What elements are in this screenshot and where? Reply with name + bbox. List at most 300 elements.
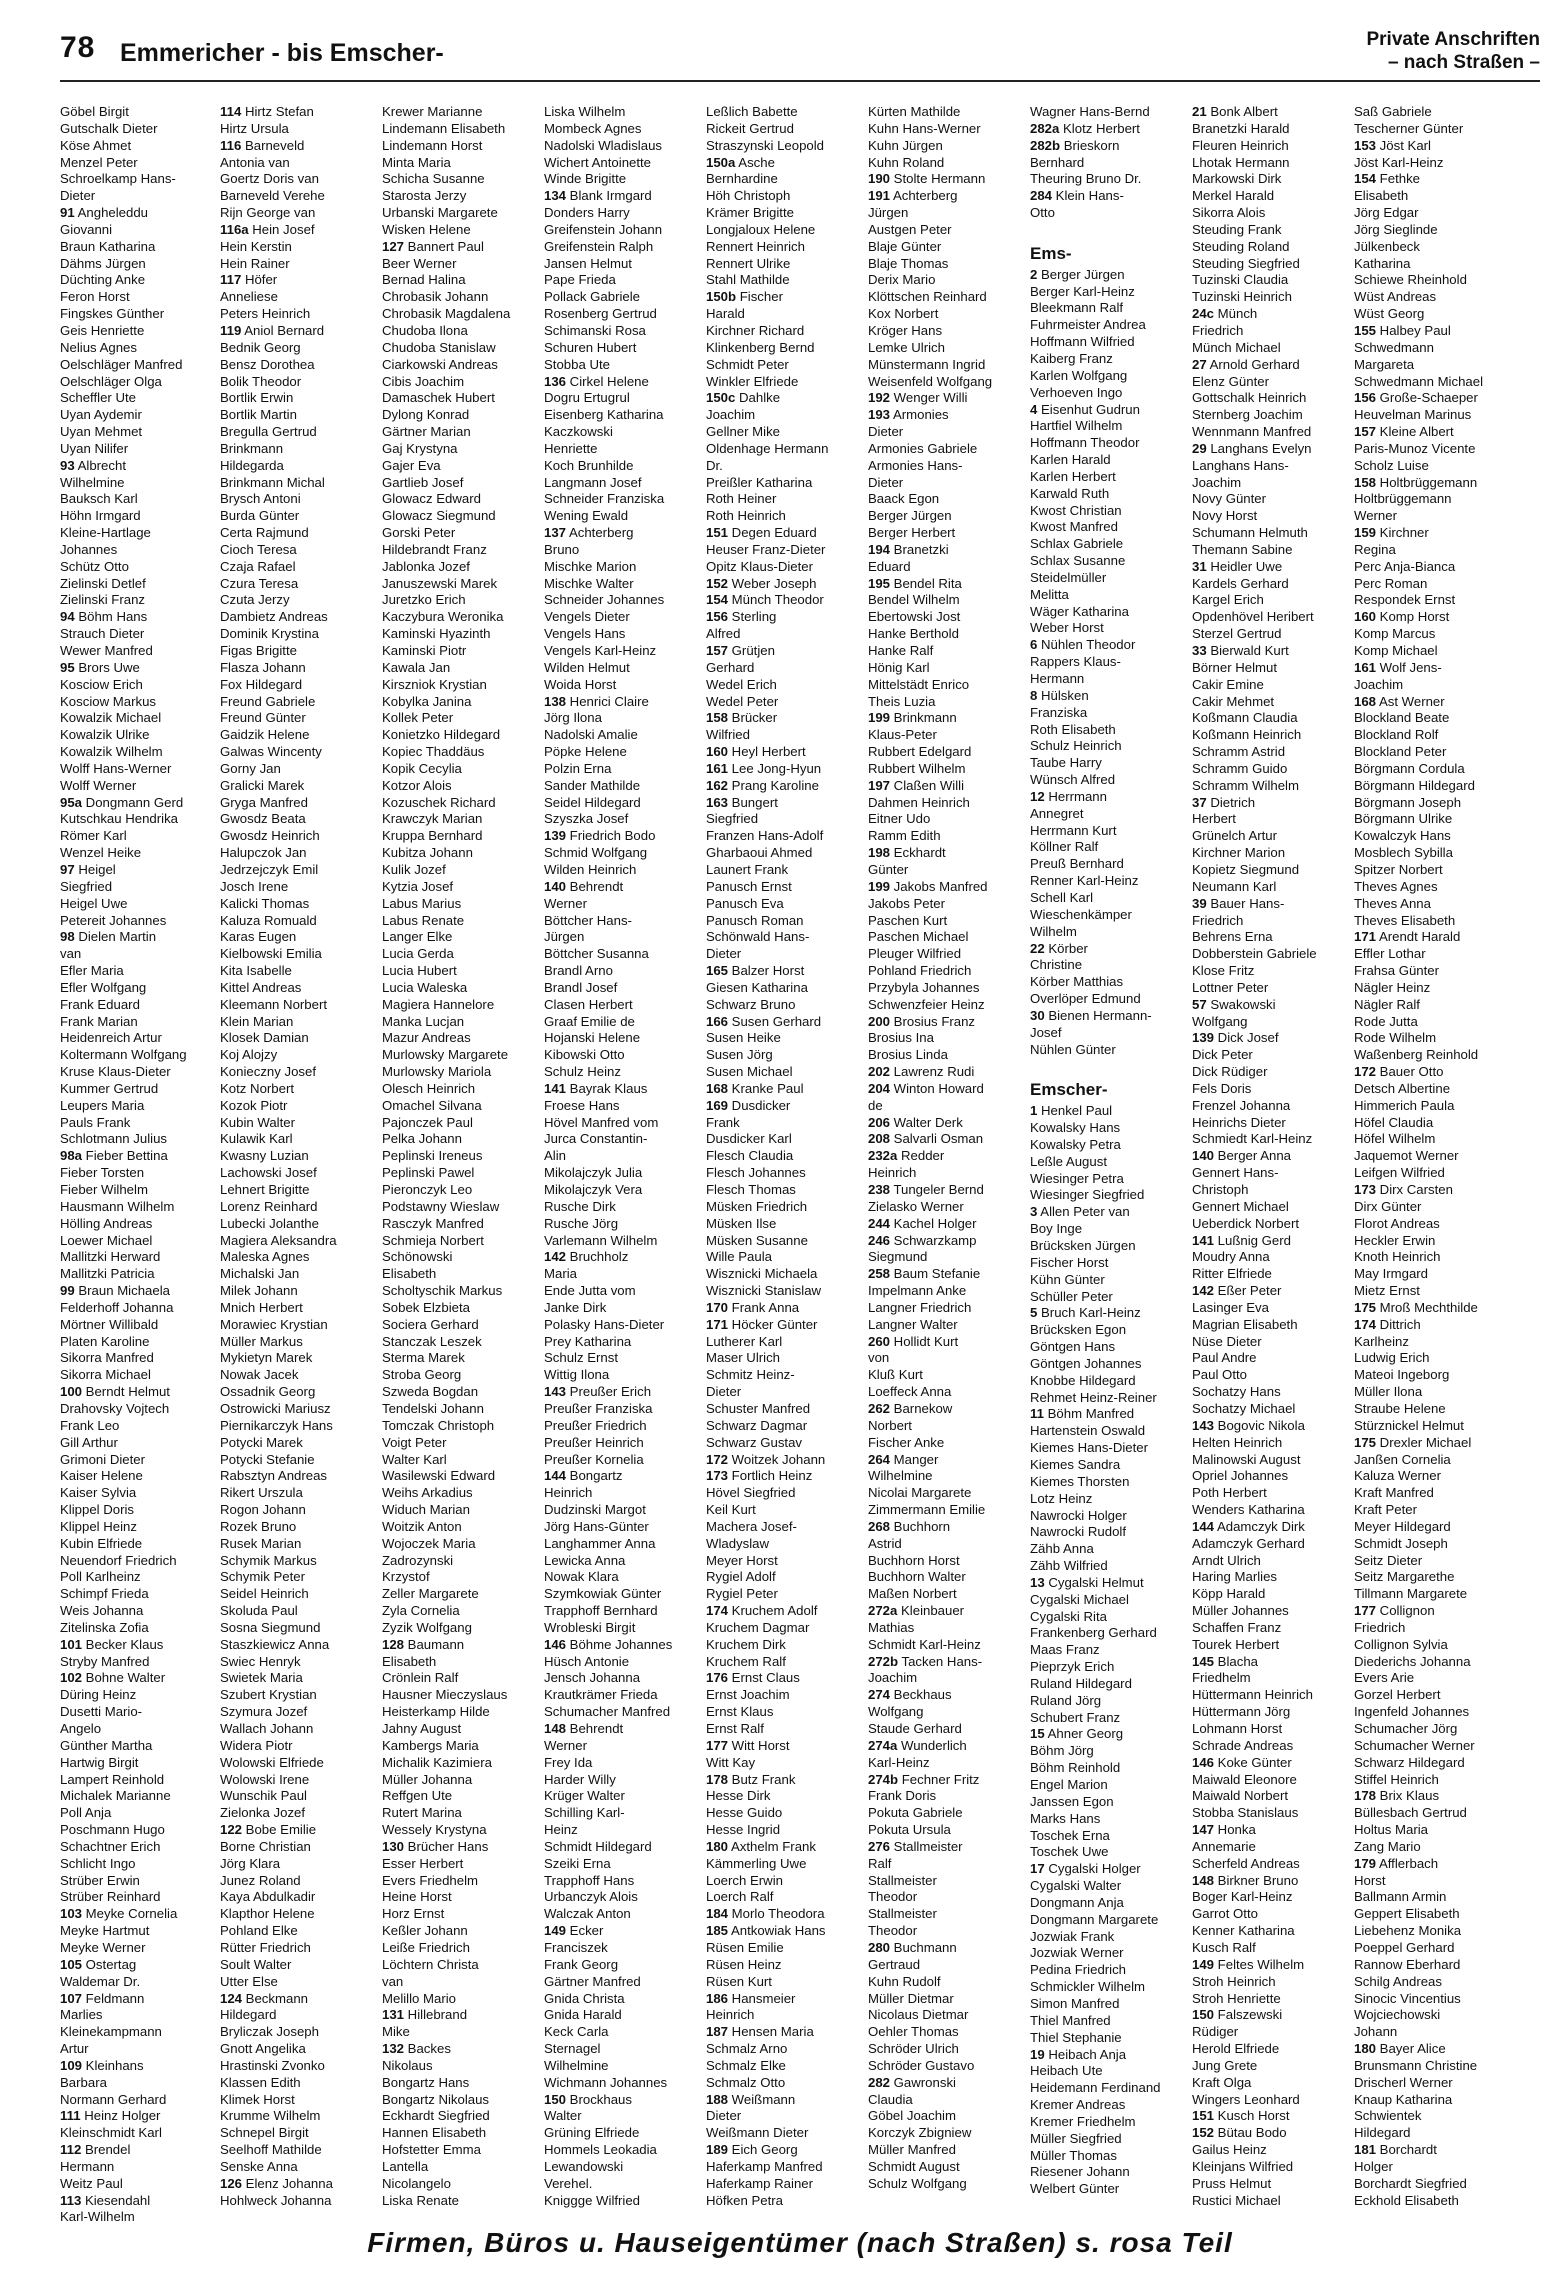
resident-entry: Liebehenz Monika (1354, 1923, 1462, 1939)
resident-entry: Rütter Friedrich (220, 1939, 311, 1955)
house-number: 150 (544, 2091, 567, 2107)
house-number: 195 (868, 575, 891, 591)
resident-entry: Kopik Cecylia (382, 760, 462, 776)
resident-entry: Kubin Walter (220, 1114, 296, 1130)
resident-entry: Johannes (60, 541, 118, 557)
resident-entry: 179 Afflerbach (1354, 1855, 1439, 1871)
house-number: 268 (868, 1518, 891, 1534)
resident-entry: 8 Hülsken (1030, 687, 1089, 703)
resident-entry: Dusdicker Karl (706, 1131, 792, 1147)
house-number: 274a (868, 1737, 898, 1753)
resident-entry: Austgen Peter (868, 221, 952, 237)
resident-entry: Junez Roland (220, 1872, 301, 1888)
resident-entry: Murlowsky Mariola (382, 1064, 492, 1080)
resident-entry: 13 Cygalski Helmut (1030, 1574, 1144, 1590)
resident-entry: Platen Karoline (60, 1333, 150, 1349)
resident-entry: Börner Helmut (1192, 659, 1278, 675)
house-number: 158 (1354, 474, 1377, 490)
resident-entry: Eisenberg Katharina (544, 407, 664, 423)
resident-entry: Hannen Elisabeth (382, 2125, 487, 2141)
resident-entry: Rabsztyn Andreas (220, 1468, 328, 1484)
resident-entry: Karas Eugen (220, 929, 297, 945)
resident-entry: Zimmermann Emilie (868, 1502, 986, 1518)
resident-entry: Oldenhage Hermann (706, 440, 829, 456)
resident-entry: Peplinski Ireneus (382, 1148, 483, 1164)
resident-entry: Brysch Antoni (220, 491, 301, 507)
house-number: 99 (60, 1283, 75, 1299)
resident-entry: von (868, 1350, 890, 1366)
resident-entry: Rehmet Heinz-Reiner (1030, 1389, 1157, 1405)
resident-entry: Werner (1354, 508, 1397, 524)
resident-entry: Sociera Gerhard (382, 1316, 479, 1332)
resident-entry: Walter Karl (382, 1451, 447, 1467)
resident-entry: Schröder Gustavo (868, 2057, 975, 2073)
resident-entry: Gralicki Marek (220, 777, 305, 793)
house-number: 161 (1354, 659, 1377, 675)
resident-entry: Kruppa Bernhard (382, 828, 483, 844)
resident-entry: Hüsch Antonie (544, 1653, 630, 1669)
resident-entry: Fuhrmeister Andrea (1030, 317, 1146, 333)
resident-entry: Kollek Peter (382, 710, 454, 726)
resident-entry: Zeller Margarete (382, 1586, 479, 1602)
house-number: 57 (1192, 996, 1207, 1012)
resident-entry: 187 Hensen Maria (706, 2024, 814, 2040)
resident-entry: Pieronczyk Leo (382, 1182, 473, 1197)
resident-entry: Mischke Marion (544, 558, 637, 574)
resident-entry: Gwosdz Beata (220, 811, 306, 827)
resident-entry: 139 Dick Josef (1192, 1030, 1279, 1046)
resident-entry: Piernikarczyk Hans (220, 1417, 333, 1433)
resident-entry: 177 Collignon (1354, 1603, 1435, 1619)
house-number: 98a (60, 1148, 83, 1164)
resident-entry: 195 Bendel Rita (868, 575, 962, 591)
resident-entry: Friedrich (1192, 912, 1244, 928)
resident-entry: Pokuta Ursula (868, 1822, 951, 1838)
house-number: 122 (220, 1822, 243, 1838)
resident-entry: Szubert Krystian (220, 1687, 317, 1703)
resident-entry: Langner Walter (868, 1316, 958, 1332)
address-columns (60, 104, 1540, 2225)
house-number: 131 (382, 2007, 405, 2023)
house-number: 199 (868, 878, 891, 894)
resident-entry: Krewer Marianne (382, 104, 483, 119)
resident-entry: Sterma Marek (382, 1350, 465, 1366)
house-number: 24c (1192, 306, 1215, 322)
resident-entry: Hoffmann Wilfried (1030, 334, 1135, 350)
resident-entry: Langhans Hans- (1192, 457, 1289, 473)
resident-entry: Kozok Piotr (220, 1097, 288, 1113)
resident-entry: Wiesinger Petra (1030, 1170, 1124, 1186)
resident-entry: Susen Heike (706, 1030, 781, 1046)
resident-entry: 157 Kleine Albert (1354, 424, 1454, 440)
house-number: 187 (706, 2024, 729, 2040)
resident-entry: Frankenberg Gerhard (1030, 1625, 1157, 1641)
resident-entry: Tillmann Margarete (1354, 1586, 1468, 1602)
resident-entry: Nägler Ralf (1354, 996, 1420, 1012)
resident-entry: 22 Körber (1030, 940, 1088, 956)
resident-entry: Schiewe Rheinhold (1354, 272, 1467, 288)
resident-entry: Ingenfeld Johannes (1354, 1704, 1470, 1720)
resident-entry: Dogru Ertugrul (544, 390, 630, 406)
resident-entry: Kremer Andreas (1030, 2097, 1126, 2113)
resident-entry: Kittel Andreas (220, 979, 302, 995)
resident-entry: Kleinjans Wilfried (1192, 2158, 1294, 2174)
resident-entry: Kaya Abdulkadir (220, 1889, 316, 1905)
resident-entry: Preuß Bernhard (1030, 856, 1124, 872)
resident-entry: Moudry Anna (1192, 1249, 1270, 1265)
resident-entry: Swiec Henryk (220, 1653, 301, 1669)
resident-entry: 272b Tacken Hans- (868, 1653, 983, 1669)
section-heading-line2: – nach Straßen – (1387, 52, 1540, 73)
resident-entry: Claudia (868, 2091, 913, 2107)
resident-entry: Göntgen Hans (1030, 1339, 1116, 1355)
resident-entry: Schröder Ulrich (868, 2041, 959, 2057)
resident-entry: Brandl Josef (544, 979, 618, 995)
resident-entry: Collignon Sylvia (1354, 1636, 1448, 1652)
resident-entry: Staszkiewicz Anna (220, 1636, 330, 1652)
resident-entry: Dieter (706, 2108, 742, 2124)
resident-entry: Thiel Stephanie (1030, 2029, 1122, 2045)
resident-entry: 148 Behrendt (544, 1721, 624, 1736)
resident-entry: 149 Feltes Wilhelm (1192, 1956, 1305, 1972)
resident-entry: Kruchem Dirk (706, 1636, 786, 1652)
resident-entry: Sinocic Vincentius (1354, 1990, 1461, 2006)
resident-entry: 160 Heyl Herbert (706, 744, 806, 760)
resident-entry: Senske Anna (220, 2158, 298, 2174)
resident-entry: Theves Elisabeth (1354, 912, 1456, 928)
resident-entry: Petereit Johannes (60, 912, 167, 928)
resident-entry: Magiera Hannelore (382, 996, 495, 1012)
resident-entry: Heine Horst (382, 1889, 452, 1905)
resident-entry: Haferkamp Rainer (706, 2175, 814, 2191)
house-number: 148 (1192, 1872, 1215, 1888)
resident-entry: Nawrocki Rudolf (1030, 1524, 1127, 1540)
resident-entry: Kwost Christian (1030, 502, 1122, 518)
resident-entry: Klöttschen Reinhard (868, 289, 987, 305)
resident-entry: 166 Susen Gerhard (706, 1013, 822, 1029)
house-number: 184 (706, 1906, 729, 1922)
resident-entry: 134 Blank Irmgard (544, 188, 652, 204)
resident-entry: Friedhelm (1192, 1670, 1251, 1686)
resident-entry: Kulawik Karl (220, 1131, 293, 1147)
resident-entry: Kozuschek Richard (382, 794, 496, 810)
page-number: 78 (60, 31, 96, 64)
resident-entry: Müsken Susanne (706, 1232, 808, 1248)
resident-entry: Dusetti Mario- (60, 1704, 143, 1720)
resident-entry: Preußer Kornelia (544, 1451, 644, 1467)
house-number: 154 (1354, 171, 1377, 187)
resident-entry: Dylong Konrad (382, 407, 470, 423)
resident-entry: Rusche Jörg (544, 1215, 619, 1231)
resident-entry: 130 Brücher Hans (382, 1838, 489, 1854)
resident-entry: Szeiki Erna (544, 1855, 611, 1871)
house-number: 181 (1354, 2142, 1377, 2158)
resident-entry: 169 Dusdicker (706, 1097, 791, 1113)
resident-entry: Longjaloux Helene (706, 221, 816, 237)
resident-entry: 114 Hirtz Stefan (220, 104, 314, 119)
resident-entry: Eitner Udo (868, 811, 931, 827)
resident-entry: Büllesbach Gertrud (1354, 1805, 1467, 1821)
house-number: 145 (1192, 1653, 1215, 1669)
resident-entry: Mombeck Agnes (544, 120, 642, 136)
house-number: 142 (1192, 1283, 1215, 1299)
resident-entry: Walczak Anton (544, 1906, 631, 1922)
resident-entry: 198 Eckhardt (868, 845, 946, 861)
resident-entry: Czuta Jerzy (220, 592, 290, 608)
resident-entry: Hüttermann Heinrich (1192, 1687, 1313, 1703)
resident-entry: Kleinekampmann (60, 2024, 162, 2040)
resident-entry: Schmitz Heinz- (706, 1367, 795, 1383)
house-number: 158 (706, 710, 729, 726)
resident-entry: 232a Redder (868, 1148, 945, 1164)
resident-entry: Michalek Marianne (60, 1788, 171, 1804)
resident-entry: 172 Woitzek Johann (706, 1451, 826, 1467)
resident-entry: Köllner Ralf (1030, 839, 1099, 855)
resident-entry: Sobek Elzbieta (382, 1299, 470, 1315)
resident-entry: Kraft Peter (1354, 1502, 1418, 1518)
resident-entry: Preußer Heinrich (544, 1434, 644, 1450)
resident-entry: Mittelstädt Enrico (868, 676, 970, 692)
resident-entry: 146 Koke Günter (1192, 1754, 1292, 1770)
resident-entry: Gryga Manfred (220, 794, 308, 810)
resident-entry: Wolff Werner (60, 777, 137, 793)
resident-entry: Chudoba Ilona (382, 322, 468, 338)
house-number: 134 (544, 188, 567, 204)
resident-entry: van (382, 1973, 404, 1989)
resident-entry: Hildebrandt Franz (382, 541, 487, 557)
resident-entry: Maiwald Norbert (1192, 1788, 1289, 1804)
resident-entry: Theuring Bruno Dr. (1030, 171, 1142, 187)
resident-entry: Lubecki Jolanthe (220, 1215, 319, 1231)
resident-entry: Jörg Ilona (544, 710, 602, 726)
resident-entry: Novy Horst (1192, 508, 1258, 524)
resident-entry: Weihs Arkadius (382, 1485, 473, 1501)
house-number: 160 (706, 744, 729, 760)
resident-entry: Eckhold Elisabeth (1354, 2192, 1459, 2208)
resident-entry: 173 Fortlich Heinz (706, 1468, 813, 1484)
resident-entry: Overlöper Edmund (1030, 991, 1141, 1007)
resident-entry: 136 Cirkel Helene (544, 373, 649, 389)
resident-entry: Czaja Rafael (220, 558, 296, 574)
resident-entry: Machera Josef- (706, 1518, 797, 1534)
resident-entry: Christine (1030, 957, 1083, 973)
resident-entry: Gottschalk Heinrich (1192, 390, 1307, 406)
house-number: 114 (220, 104, 242, 119)
resident-entry: Leupers Maria (60, 1097, 145, 1113)
house-number: 11 (1030, 1406, 1044, 1422)
house-number: 276 (868, 1838, 891, 1854)
resident-entry: Karwald Ruth (1030, 485, 1110, 501)
resident-entry: Nadolski Amalie (544, 727, 638, 743)
resident-entry: Kaczybura Weronika (382, 609, 504, 625)
resident-entry: Woitzik Anton (382, 1518, 462, 1534)
resident-entry: Stroh Heinrich (1192, 1973, 1276, 1989)
resident-entry: Sosna Siegmund (220, 1619, 321, 1635)
resident-entry: Frank (706, 1114, 740, 1130)
resident-entry: Börgmann Joseph (1354, 794, 1462, 810)
resident-entry: Hesse Dirk (706, 1788, 771, 1804)
resident-entry: Hermann (1030, 671, 1085, 686)
resident-entry: Gnida Harald (544, 2007, 622, 2023)
resident-entry: Hohlweck Johanna (220, 2192, 332, 2208)
resident-entry: 144 Adamczyk Dirk (1192, 1518, 1305, 1534)
resident-entry: Stahl Mathilde (706, 272, 790, 288)
resident-entry: 128 Baumann (382, 1636, 465, 1652)
resident-entry: Stiffel Heinrich (1354, 1771, 1439, 1787)
resident-entry: Holtus Maria (1354, 1822, 1429, 1838)
house-number: 157 (1354, 424, 1377, 440)
resident-entry: Wünsch Alfred (1030, 772, 1116, 788)
resident-entry: 274 Beckhaus (868, 1687, 952, 1703)
resident-entry: Panusch Roman (706, 912, 804, 928)
resident-entry: 151 Degen Eduard (706, 525, 817, 541)
resident-entry: Jensch Johanna (544, 1670, 641, 1686)
resident-entry: Murlowsky Margarete (382, 1047, 509, 1063)
house-number: 30 (1030, 1007, 1045, 1023)
resident-entry: Kowalczyk Hans (1354, 828, 1451, 844)
resident-entry: Müller Dietmar (868, 1990, 954, 2006)
house-number: 151 (706, 525, 729, 541)
resident-entry: 264 Manger (868, 1451, 939, 1467)
resident-entry: Höhn Irmgard (60, 508, 141, 524)
resident-entry: Ludwig Erich (1354, 1350, 1430, 1366)
house-number: 117 (220, 272, 242, 288)
resident-entry: Heuser Franz-Dieter (706, 541, 826, 557)
resident-entry: Trapphoff Bernhard (544, 1603, 658, 1619)
resident-entry: Kambergs Maria (382, 1737, 479, 1753)
resident-entry: Klimek Horst (220, 2091, 295, 2107)
resident-entry: Dongmann Anja (1030, 1894, 1124, 1910)
house-number: 157 (706, 643, 729, 658)
resident-entry: Dudzinski Margot (544, 1502, 646, 1518)
resident-entry: Loerch Ralf (706, 1889, 774, 1905)
house-number: 107 (60, 1990, 83, 2006)
resident-entry: Körber Matthias (1030, 974, 1124, 990)
resident-entry: Kirszniok Krystian (382, 676, 487, 692)
resident-entry: Mallitzki Herward (60, 1249, 161, 1265)
resident-entry: Bortlik Erwin (220, 390, 294, 406)
resident-entry: Kita Isabelle (220, 963, 292, 979)
resident-entry: Sochatzy Hans (1192, 1384, 1281, 1400)
resident-entry: Hoffmann Theodor (1030, 435, 1140, 451)
resident-entry: Panusch Ernst (706, 878, 792, 894)
resident-entry: Schwarz Hildegard (1354, 1754, 1465, 1770)
resident-entry: Ritter Elfriede (1192, 1266, 1272, 1282)
resident-entry: Fleuren Heinrich (1192, 137, 1289, 153)
resident-entry: Kaiser Helene (60, 1468, 143, 1484)
house-number: 91 (60, 205, 75, 221)
resident-entry: Schulz Heinrich (1030, 738, 1122, 754)
house-number: 232a (868, 1148, 898, 1164)
resident-entry: Cakir Emine (1192, 676, 1264, 692)
resident-entry: 150a Asche (706, 154, 775, 170)
resident-entry: Gharbaoui Ahmed (706, 845, 813, 861)
resident-entry: Jaquemot Werner (1354, 1148, 1459, 1164)
resident-entry: Loeffeck Anna (868, 1384, 952, 1400)
resident-entry: 29 Langhans Evelyn (1192, 440, 1312, 456)
resident-entry: Stryby Manfred (60, 1653, 150, 1669)
house-number: 19 (1030, 2046, 1045, 2062)
resident-entry: Klosek Damian (220, 1030, 309, 1046)
resident-entry: Hildegard (220, 2007, 277, 2023)
house-number: 137 (544, 525, 567, 541)
resident-entry: Jansen Helmut (544, 255, 632, 271)
resident-entry: Sikorra Michael (60, 1367, 151, 1383)
resident-entry: Polasky Hans-Dieter (544, 1316, 665, 1332)
resident-entry: Gutschalk Dieter (60, 120, 158, 136)
resident-entry: Ebertowski Jost (868, 609, 961, 625)
resident-entry: 153 Jöst Karl (1354, 137, 1431, 153)
resident-entry: Behrens Erna (1192, 929, 1273, 945)
resident-entry: Schramm Guido (1192, 760, 1288, 776)
resident-entry: Reffgen Ute (382, 1788, 453, 1804)
house-number: 1 (1030, 1103, 1038, 1119)
resident-entry: Scherfeld Andreas (1192, 1855, 1300, 1871)
resident-entry: Jakobs Peter (868, 895, 945, 911)
resident-entry: Melitta (1030, 586, 1069, 602)
resident-entry: Gärtner Manfred (544, 1973, 641, 1989)
resident-entry: Siegfried (60, 878, 113, 894)
resident-entry: Lottner Peter (1192, 979, 1269, 995)
house-number: 94 (60, 609, 75, 625)
resident-entry: Burda Günter (220, 508, 300, 524)
resident-entry: Leßlich Babette (706, 104, 798, 119)
resident-entry: Hartwig Birgit (60, 1754, 139, 1770)
resident-entry: Walter (544, 2108, 582, 2124)
resident-entry: Pollack Gabriele (544, 289, 641, 305)
resident-entry: 144 Bongartz (544, 1468, 623, 1484)
resident-entry: Toschek Erna (1030, 1827, 1110, 1843)
house-number: 163 (706, 794, 729, 810)
resident-entry: 246 Schwarzkamp (868, 1232, 977, 1248)
resident-entry: 160 Komp Horst (1354, 609, 1450, 625)
resident-entry: Anneliese (220, 289, 278, 305)
resident-entry: 19 Heibach Anja (1030, 2046, 1127, 2062)
resident-entry: Kraft Olga (1192, 2074, 1252, 2090)
resident-entry: 39 Bauer Hans- (1192, 895, 1285, 911)
house-number: 98 (60, 929, 75, 945)
resident-entry: Waßenberg Reinhold (1354, 1047, 1479, 1063)
resident-entry: Rygiel Peter (706, 1586, 778, 1602)
resident-entry: Donders Harry (544, 205, 630, 221)
resident-entry: Nicolangelo (382, 2175, 451, 2191)
resident-entry: Fischer Horst (1030, 1254, 1109, 1270)
resident-entry: Böttcher Susanna (544, 946, 649, 962)
resident-entry: Heibach Ute (1030, 2063, 1103, 2079)
resident-entry: 17 Cygalski Holger (1030, 1861, 1141, 1877)
resident-entry: Efler Wolfgang (60, 979, 147, 995)
resident-entry: Lemke Ulrich (868, 339, 945, 355)
resident-entry: Rutert Marina (382, 1805, 462, 1821)
resident-entry: Lindemann Elisabeth (382, 120, 506, 136)
resident-entry: Garrot Otto (1192, 1906, 1258, 1922)
house-number: 180 (1354, 2041, 1377, 2057)
resident-entry: Mateoi Ingeborg (1354, 1367, 1450, 1383)
resident-entry: Flasza Johann (220, 659, 306, 675)
resident-entry: Kaminski Piotr (382, 643, 467, 658)
resident-entry: Janßen Cornelia (1354, 1451, 1451, 1467)
resident-entry: Geis Henriette (60, 322, 145, 338)
resident-entry: Hesse Guido (706, 1805, 783, 1821)
resident-entry: 276 Stallmeister (868, 1838, 963, 1854)
resident-entry: 146 Böhme Johannes (544, 1636, 673, 1652)
resident-entry: Heinrichs Dieter (1192, 1114, 1286, 1130)
resident-entry: Trapphoff Hans (544, 1872, 635, 1888)
resident-entry: Annegret (1030, 805, 1084, 821)
house-number: 260 (868, 1333, 891, 1349)
resident-entry: Kusch Ralf (1192, 1939, 1256, 1955)
resident-entry: Oehler Thomas (868, 2024, 959, 2040)
